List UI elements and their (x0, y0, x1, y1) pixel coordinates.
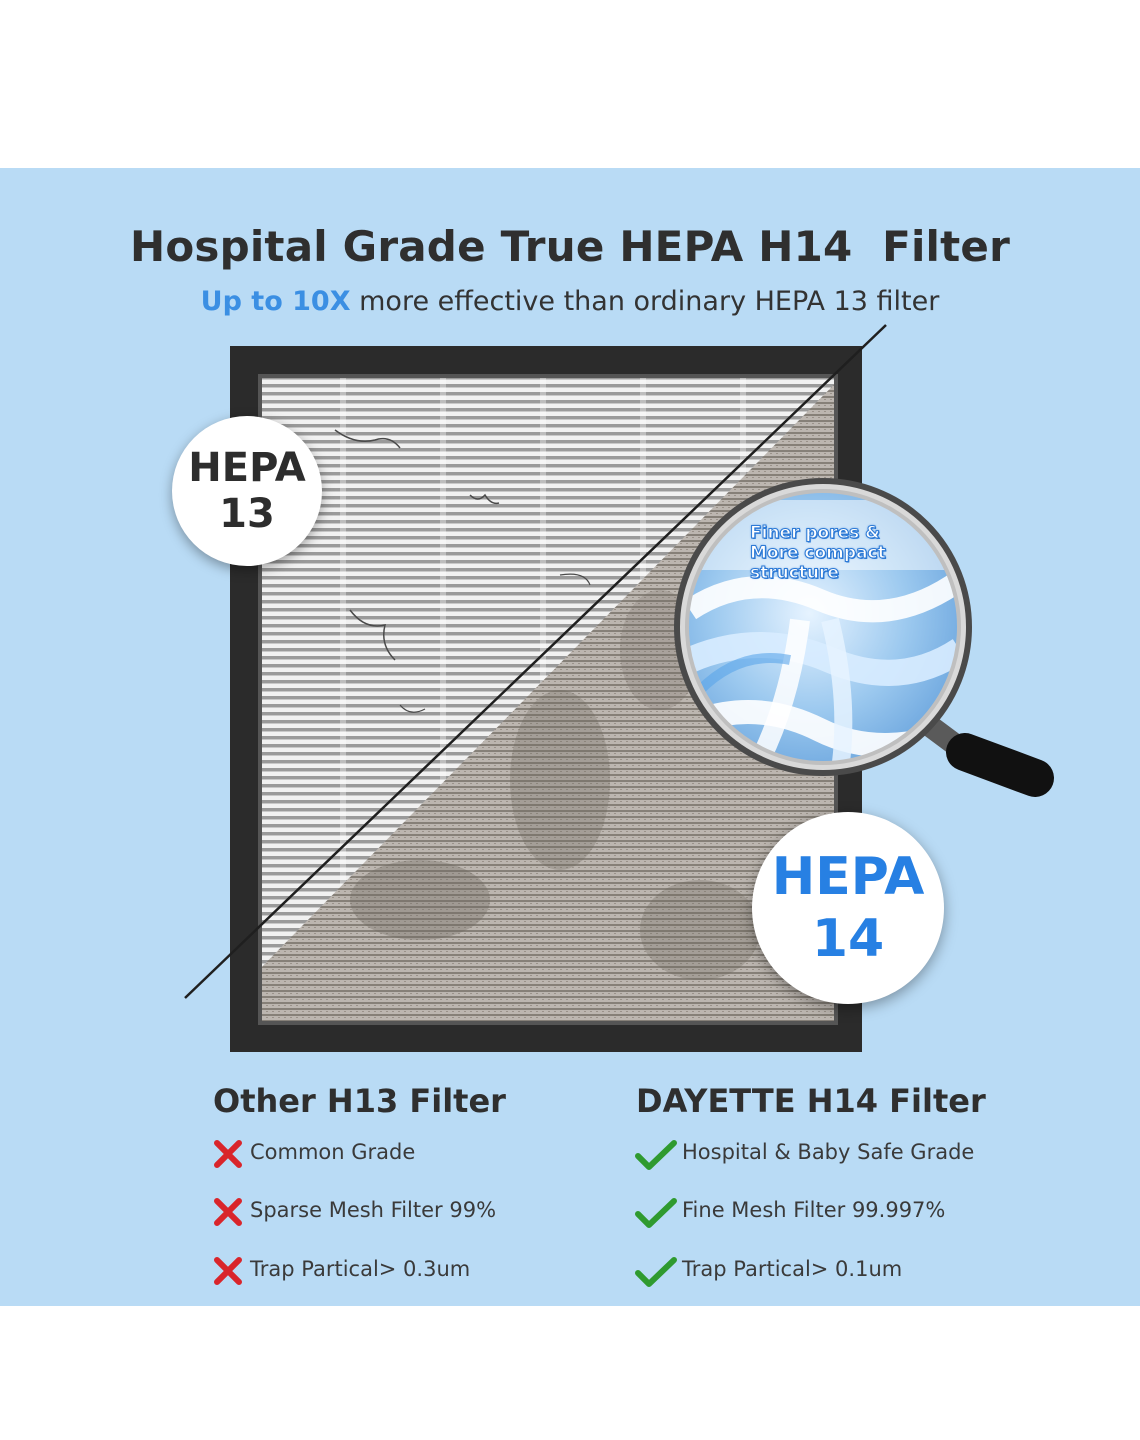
other-filter-item: Sparse Mesh Filter 99% (250, 1198, 497, 1222)
cross-icon (217, 1143, 239, 1165)
subtitle-highlight: Up to 10X (200, 286, 351, 317)
other-filter-item: Common Grade (250, 1140, 416, 1164)
dayette-filter-heading: DAYETTE H14 Filter (636, 1082, 986, 1120)
magnifier-caption-line3: structure (750, 563, 839, 583)
check-icon (638, 1260, 674, 1284)
check-icon (638, 1143, 674, 1167)
dayette-filter-item: Hospital & Baby Safe Grade (682, 1140, 975, 1164)
cross-icon (217, 1260, 239, 1282)
hepa14-badge (752, 812, 944, 1004)
magnifier-caption-line2: More compact (750, 543, 886, 563)
hepa14-badge-line1: HEPA (771, 847, 925, 907)
hepa14-badge-line2: 14 (811, 909, 885, 969)
other-filter-heading: Other H13 Filter (213, 1082, 506, 1120)
hepa13-badge-line1: HEPA (188, 445, 306, 491)
cross-icon (217, 1201, 239, 1223)
check-icon (638, 1201, 674, 1225)
magnifier-caption-line1: Finer pores & (750, 523, 880, 543)
hepa13-badge (172, 416, 322, 566)
magnifier-caption (750, 523, 930, 583)
hepa13-badge-line2: 13 (219, 491, 275, 537)
dayette-filter-item: Fine Mesh Filter 99.997% (682, 1198, 946, 1222)
page-title: Hospital Grade True HEPA H14 Filter (129, 222, 1011, 271)
subtitle-text: more effective than ordinary HEPA 13 filter (350, 286, 940, 317)
other-filter-item: Trap Partical> 0.3um (250, 1257, 471, 1281)
dayette-filter-item: Trap Partical> 0.1um (682, 1257, 903, 1281)
